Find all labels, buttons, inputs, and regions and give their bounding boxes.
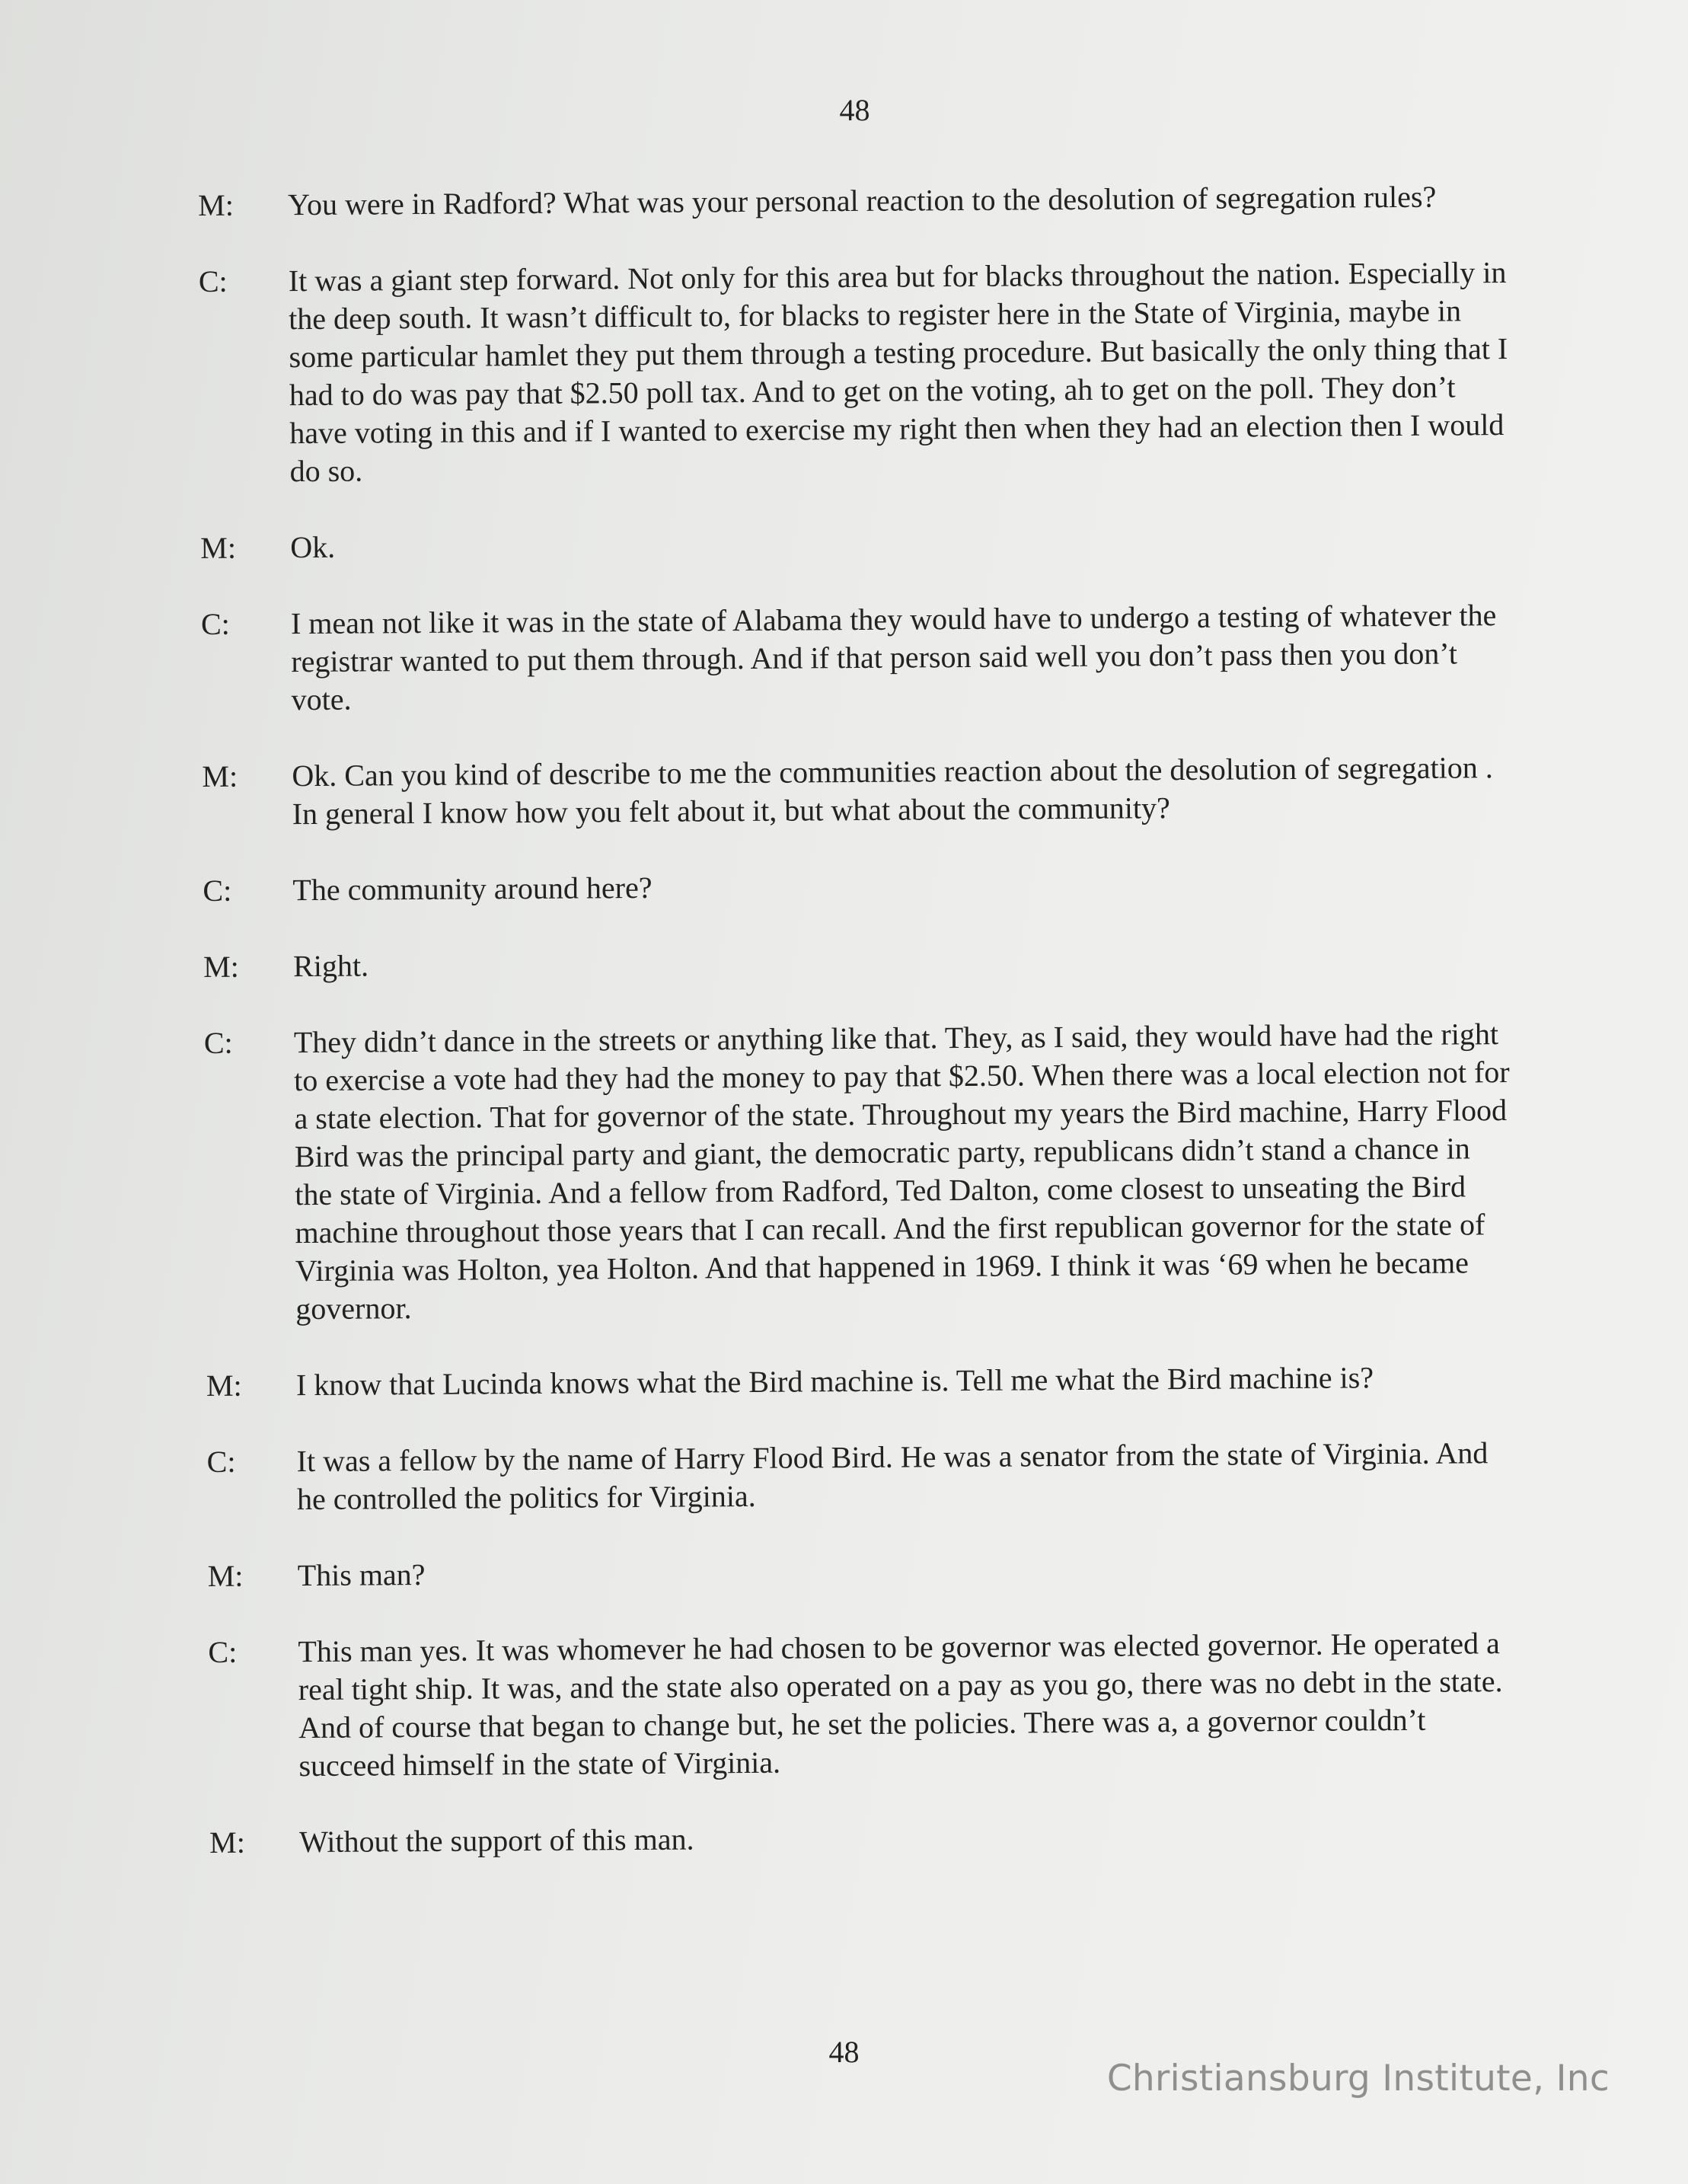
speech-text: It was a giant step forward. Not only for this area but for blacks throughout the nation. Especially in the deep south. It wasn’t difficult to, for blacks to register here in the State of Virginia, maybe in some particular hamlet they put them through a testing procedure. But basically the only thing that I had to do was pay that $2.50 poll tax. And to get on the voting, ah to get on the poll. They don’t have voting in this and if I wanted to exercise my right then when they had an election then I would do so. <box>288 255 1508 489</box>
speaker-label: C: <box>208 1634 238 1669</box>
speaker-label: C: <box>206 1444 236 1479</box>
speech-text: I know that Lucinda knows what the Bird machine is. Tell me what the Bird machine is? <box>295 1360 1374 1403</box>
speaker-label: C: <box>198 263 228 299</box>
speaker-label: M: <box>198 187 235 222</box>
transcript-entry <box>206 1358 1516 1405</box>
speech-text: I mean not like it was in the state of Alabama they would have to undergo a testing of whatever the registrar wanted to put them through. And if that person said well you don’t pass then you don’t vote. <box>290 598 1497 717</box>
speaker-label: M: <box>202 758 238 793</box>
speaker-label: M: <box>209 1825 246 1860</box>
speaker-label: M: <box>200 530 237 565</box>
speech-text: This man? <box>297 1557 426 1593</box>
speaker-label: C: <box>203 1025 233 1060</box>
watermark: Christiansburg Institute, Inc <box>1106 2058 1610 2099</box>
speech-text: This man yes. It was whomever he had chosen to be governor was elected governor. He operated a real tight ship. It was, and the state also operated on a pay as you go, there was no debt in the state. And of course that began to change but, he set the policies. There was a, a governor couldn’t succeed himself in the state of Virginia. <box>298 1626 1503 1783</box>
page-number-top: 48 <box>839 93 870 127</box>
speech-text: They didn’t dance in the streets or anything like that. They, as I said, they would have had the right to exercise a vote had they had the money to pay that $2.50. When there was a local election not for a state election. That for governor of the state. Throughout my years the Bird machine, Harry Flood Bird was the principal party and giant, the democratic party, republicans didn’t stand a chance in the state of Virginia. And a fellow from Radford, Ted Dalton, come closest to unseating the Bird machine throughout those years that I can recall. And the first republican governor for the state of Virginia was Holton, yea Holton. And that happened in 1969. I think it was ‘69 when he became governor. <box>293 1017 1510 1327</box>
transcript-entry <box>207 1434 1517 1519</box>
transcript-entry <box>199 254 1510 491</box>
transcript-entry <box>208 1548 1517 1595</box>
transcript-entry <box>208 1624 1518 1786</box>
transcript-entry <box>201 596 1511 720</box>
transcript-entry <box>202 749 1512 834</box>
speech-text: The community around here? <box>292 870 653 908</box>
speech-text: You were in Radford? What was your personal reaction to the desolution of segregation rules? <box>288 179 1437 222</box>
page-number-bottom: 48 <box>828 2035 860 2069</box>
transcript-entry <box>203 939 1513 986</box>
speech-text: It was a fellow by the name of Harry Flood Bird. He was a senator from the state of Virginia. And he controlled the politics for Virginia. <box>296 1435 1489 1517</box>
transcript-entry <box>203 863 1512 910</box>
speaker-label: M: <box>206 1368 242 1403</box>
speaker-label: M: <box>207 1558 244 1593</box>
speaker-label: C: <box>203 873 232 908</box>
speech-text: Ok. <box>290 529 336 565</box>
speech-text: Ok. Can you kind of describe to me the communities reaction about the desolution of segregation . In general I know how you felt about it, but what about the community? <box>292 750 1493 832</box>
transcript-entry <box>204 1015 1516 1329</box>
transcript-entry <box>198 177 1508 225</box>
interview-transcript <box>198 177 1520 1900</box>
speech-text: Right. <box>292 948 369 984</box>
speech-text: Without the support of this man. <box>299 1822 694 1860</box>
transcript-entry <box>200 520 1510 567</box>
speaker-label: C: <box>200 606 230 641</box>
speaker-label: M: <box>203 949 239 984</box>
transcript-entry <box>209 1815 1519 1862</box>
